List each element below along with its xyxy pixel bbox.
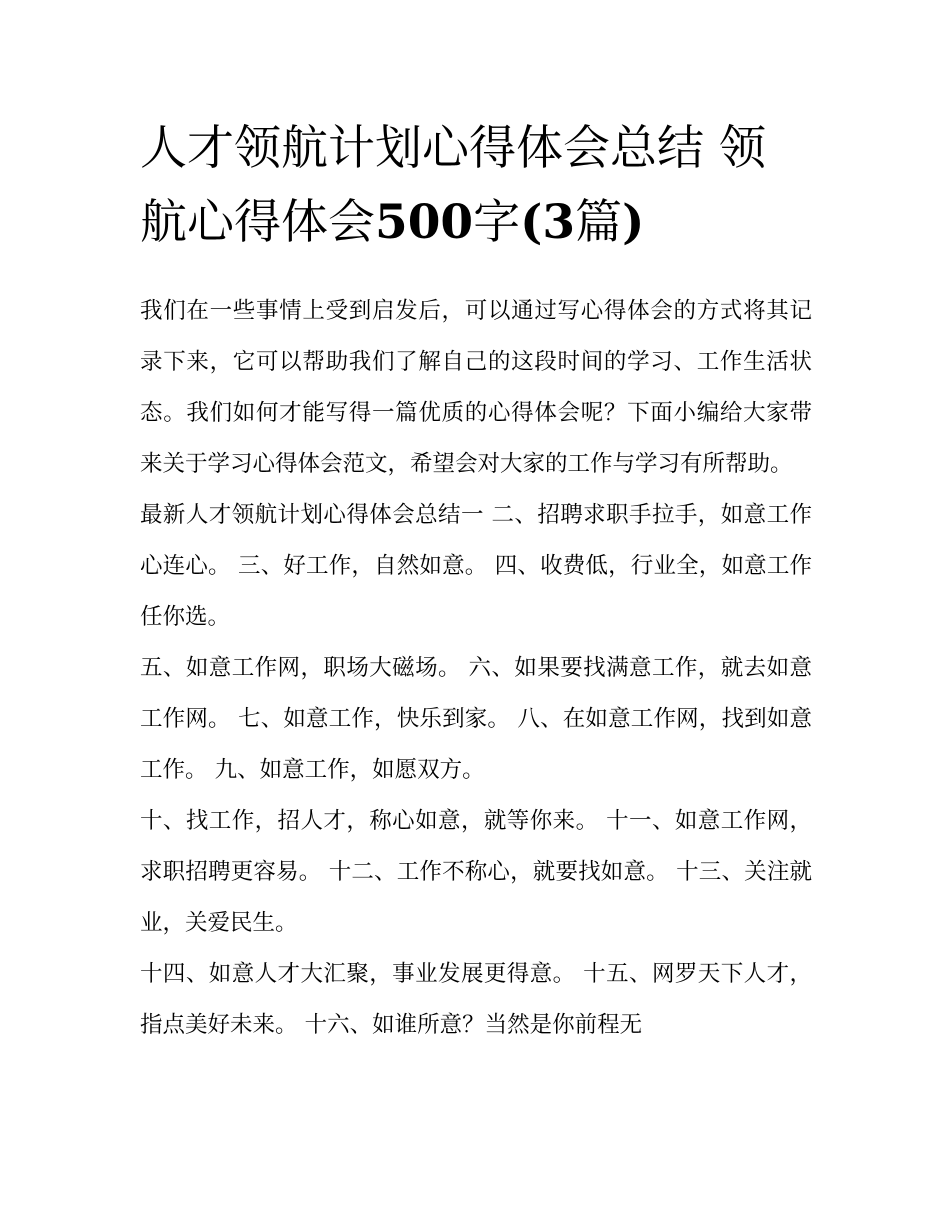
title-number-2: (3 [520, 195, 576, 250]
document-body [140, 112, 812, 1051]
paragraph-slogans-1: 最新人才领航计划心得体会总结一 二、招聘求职手拉手，如意工作心连心。 三、好工作，自然如意。 四、收费低，行业全，如意工作任你选。 [140, 502, 812, 630]
paragraph-slogans-2: 五、如意工作网，职场大磁场。 六、如果要找满意工作，就去如意工作网。 七、如意工作，快乐到家。 八、在如意工作网，找到如意工作。 九、如意工作，如愿双方。 [140, 655, 812, 783]
title-number-3: ) [622, 195, 645, 250]
document-title [140, 112, 812, 260]
paragraph-slogans-4: 十四、如意人才大汇聚，事业发展更得意。 十五、网罗天下人才，指点美好未来。 十六、如谁所意？当然是你前程无 [140, 961, 812, 1038]
title-text-1: 人才领航计划心得体会总结 领航心得体会 [140, 121, 766, 250]
title-text-2: 字 [473, 195, 521, 250]
intro-paragraph: 我们在一些事情上受到启发后，可以通过写心得体会的方式将其记录下来，它可以帮助我们了解自己的这段时间的学习、工作生活状态。我们如何才能写得一篇优质的心得体会呢？下面小编给大家带来关于学习心得体会范文，希望会对大家的工作与学习有所帮助。 [140, 298, 812, 477]
title-number-1: 500 [375, 195, 474, 250]
paragraph-slogans-3: 十、找工作，招人才，称心如意，就等你来。 十一、如意工作网，求职招聘更容易。 十二、工作不称心，就要找如意。 十三、关注就业，关爱民生。 [140, 808, 812, 936]
title-text-3: 篇 [575, 195, 623, 250]
